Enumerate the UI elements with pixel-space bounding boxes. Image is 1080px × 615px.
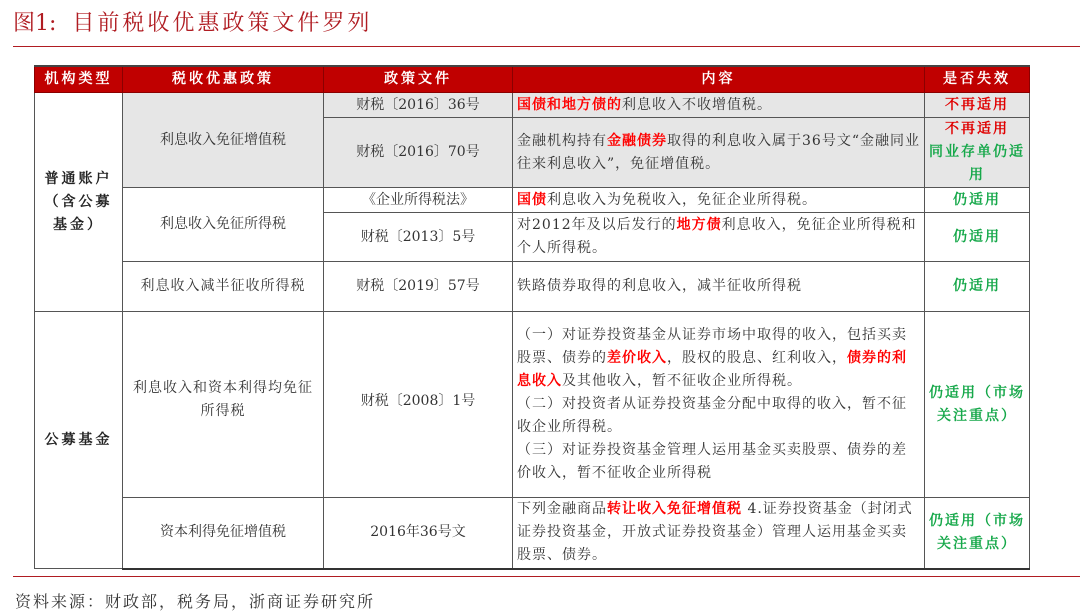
content-highlight: 差价收入 [607,350,667,366]
header-policy: 税收优惠政策 [123,66,324,93]
content-text: 4.证券投资基金（封闭式证券投资基金，开放式证券投资基金）管理人运用基金买卖股票、债券。 [517,501,913,564]
institution-label: 公募基金 [44,431,113,448]
status-cell: 仍适用 [925,213,1030,262]
figure-title [13,6,372,37]
policy-cell: 利息收入免征增值税 [123,93,324,188]
content-highlight: 金融债券 [607,132,667,149]
content-text: （三）对证券投资基金管理人运用基金买卖股票、债券的差价收入，暂不征收企业所得税 [517,442,907,481]
tax-policy-table [34,65,1030,570]
source-note: 资料来源：财政部，税务局，浙商证券研究所 [15,592,376,611]
content-cell [513,498,925,569]
content-cell [513,213,925,262]
header-institution: 机构类型 [35,66,123,93]
status-valid: 同业存单仍适用 [929,144,1025,183]
footer-divider [13,576,1080,577]
content-text: 对2012年及以后发行的 [517,217,677,233]
content-cell [513,262,925,312]
policy-cell: 利息收入减半征收所得税 [123,262,324,312]
content-cell [513,93,925,118]
status-cell: 仍适用（市场关注重点） [925,312,1030,498]
content-cell [513,188,925,213]
document-cell: 财税〔2019〕57号 [324,262,513,312]
content-highlight: 转让收入免征增值税 [607,501,742,518]
table-row [35,312,1030,498]
content-text: 利息收入不收增值税。 [622,96,772,113]
content-text: 铁路债券取得的利息收入，减半征收所得税 [517,278,802,294]
status-cell: 仍适用 [925,262,1030,312]
content-highlight: 国债和地方债的 [517,96,622,113]
table-row [35,498,1030,569]
table-header-row [35,66,1030,93]
content-text: 利息收入为免税收入，免征企业所得税。 [547,191,817,208]
content-text: 利息收入，免征企业所得税和个人所得税。 [517,217,917,256]
policy-cell: 利息收入和资本利得均免征所得税 [123,312,324,498]
content-text: 取得的利息收入属于36号文“金融同业往来利息收入”，免征增值税。 [517,132,920,172]
header-content: 内容 [513,66,925,93]
document-cell: 财税〔2008〕1号 [324,312,513,498]
content-text: （二）对投资者从证券投资基金分配中取得的收入，暂不征收企业所得税。 [517,396,907,435]
status-cell: 仍适用 [925,188,1030,213]
content-text: 金融机构持有 [517,132,607,149]
document-cell: 财税〔2013〕5号 [324,213,513,262]
content-cell [513,118,925,188]
content-text: （一）对证券投资基金从证券市场中取得的收入，包括买卖股票、债券的 [517,327,907,366]
content-highlight: 地方债 [676,217,722,233]
header-status: 是否失效 [925,66,1030,93]
status-cell: 仍适用（市场关注重点） [925,498,1030,569]
document-cell: 财税〔2016〕36号 [324,93,513,118]
document-cell: 2016年36号文 [324,498,513,569]
content-text: 及其他收入，暂不征收企业所得税。 [562,373,802,389]
table-row [35,188,1030,213]
content-text: ，股权的股息、红利收入， [667,350,847,366]
table-row [35,93,1030,118]
title-divider [13,46,1080,47]
policy-cell: 资本利得免征增值税 [123,498,324,569]
content-highlight: 国债 [517,191,547,208]
header-document: 政策文件 [324,66,513,93]
institution-cell [35,312,123,569]
document-cell: 财税〔2016〕70号 [324,118,513,188]
content-highlight: 债券的利息收入 [517,350,907,389]
status-cell [925,118,1030,188]
status-invalid: 不再适用 [945,121,1009,137]
institution-label: 普通账户（含公募基金） [44,170,113,233]
table-row [35,262,1030,312]
document-cell: 《企业所得税法》 [324,188,513,213]
institution-cell [35,93,123,312]
content-text: 下列金融商品 [517,501,607,518]
content-cell [513,312,925,498]
status-cell: 不再适用 [925,93,1030,118]
policy-cell: 利息收入免征所得税 [123,188,324,262]
figure-number: 图1: [13,11,57,36]
figure-title-text: 目前税收优惠政策文件罗列 [72,11,373,36]
